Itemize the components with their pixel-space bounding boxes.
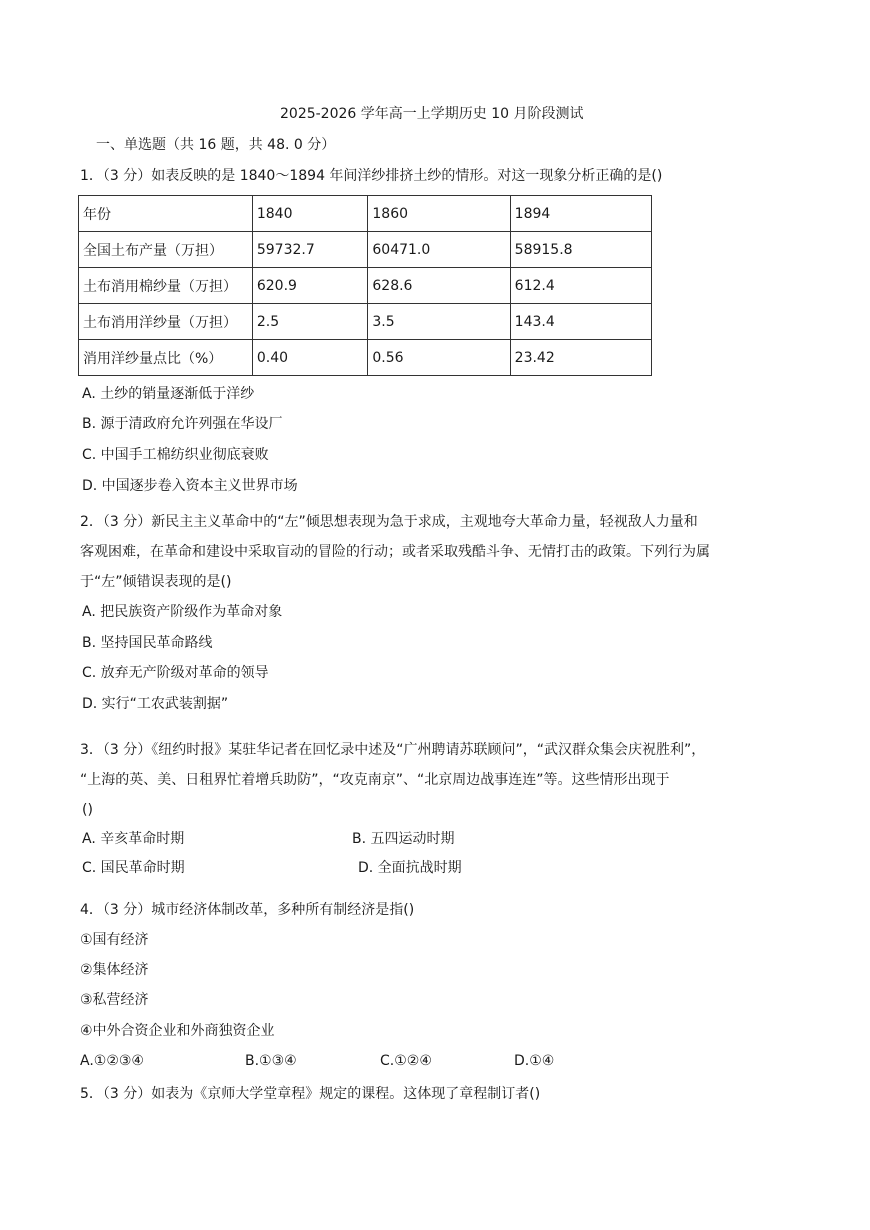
question-5-stem: 5．（3 分）如表为《京师大学堂章程》规定的课程。这体现了章程制订者() xyxy=(80,1086,541,1102)
question-4-item: ①国有经济 xyxy=(80,932,149,948)
table-cell: 消用洋纱量点比（%） xyxy=(79,340,253,376)
question-2-option-d: D. 实行“工农武装割据” xyxy=(82,696,229,712)
question-4-option-b: B.①③④ xyxy=(245,1053,297,1069)
question-3-line: 3．（3 分）《纽约时报》某驻华记者在回忆录中述及“广州聘请苏联顾问”，“武汉群众集会庆祝胜利”， xyxy=(80,742,706,758)
table-cell: 1860 xyxy=(368,196,510,232)
question-1-option-a: A. 土纱的销量逐渐低于洋纱 xyxy=(82,386,255,402)
question-3-line: “上海的英、美、日租界忙着增兵助防”，“攻克南京”、“北京周边战事连连”等。这些情形出现于 xyxy=(80,772,670,788)
table-cell: 全国土布产量（万担） xyxy=(79,232,253,268)
question-1-stem: 1．（3 分）如表反映的是 1840～1894 年间洋纱排挤土纱的情形。对这一现象分析正确的是() xyxy=(80,168,663,184)
question-4-option-d: D.①④ xyxy=(514,1053,555,1069)
question-2-line: 于“左”倾错误表现的是() xyxy=(80,574,232,590)
question-4-option-a: A.①②③④ xyxy=(80,1053,144,1069)
question-1-option-c: C. 中国手工棉纺织业彻底衰败 xyxy=(82,447,269,463)
table-cell: 628.6 xyxy=(368,268,510,304)
table-row xyxy=(79,196,652,232)
table-row xyxy=(79,232,652,268)
question-2-option-c: C. 放弃无产阶级对革命的领导 xyxy=(82,665,269,681)
question-3-option-a: A. 辛亥革命时期 xyxy=(82,831,185,847)
table-cell: 23.42 xyxy=(510,340,651,376)
table-cell: 0.40 xyxy=(252,340,368,376)
table-cell: 612.4 xyxy=(510,268,651,304)
table-cell: 143.4 xyxy=(510,304,651,340)
page-title: 2025-2026 学年高一上学期历史 10 月阶段测试 xyxy=(280,106,584,122)
table-cell: 620.9 xyxy=(252,268,368,304)
table-row xyxy=(79,268,652,304)
table-cell: 土布消用洋纱量（万担） xyxy=(79,304,253,340)
table-cell: 0.56 xyxy=(368,340,510,376)
question-1-option-b: B. 源于清政府允许列强在华设厂 xyxy=(82,416,283,432)
question-4-item: ②集体经济 xyxy=(80,962,149,978)
section-heading: 一、单选题（共 16 题，共 48. 0 分） xyxy=(96,137,336,153)
question-2-line: 2．（3 分）新民主主义革命中的“左”倾思想表现为急于求成，主观地夸大革命力量，轻视敌人力量和 xyxy=(80,514,698,530)
table-cell: 1840 xyxy=(252,196,368,232)
table-cell: 土布消用棉纱量（万担） xyxy=(79,268,253,304)
question-4-stem: 4．（3 分）城市经济体制改革，多种所有制经济是指() xyxy=(80,902,415,918)
question-4-item: ④中外合资企业和外商独资企业 xyxy=(80,1023,275,1039)
table-cell: 2.5 xyxy=(252,304,368,340)
table-cell: 年份 xyxy=(79,196,253,232)
question-3-option-c: C. 国民革命时期 xyxy=(82,860,185,876)
question-1-table xyxy=(78,195,652,376)
question-1-option-d: D. 中国逐步卷入资本主义世界市场 xyxy=(82,478,298,494)
question-3-line: () xyxy=(82,802,93,818)
table-cell: 60471.0 xyxy=(368,232,510,268)
question-2-line: 客观困难，在革命和建设中采取盲动的冒险的行动；或者采取残酷斗争、无情打击的政策。下列行为属 xyxy=(80,544,710,560)
question-2-option-a: A. 把民族资产阶级作为革命对象 xyxy=(82,604,283,620)
question-3-option-d: D. 全面抗战时期 xyxy=(358,860,462,876)
question-4-item: ③私营经济 xyxy=(80,992,149,1008)
question-2-option-b: B. 坚持国民革命路线 xyxy=(82,635,213,651)
table-cell: 3.5 xyxy=(368,304,510,340)
table-row xyxy=(79,340,652,376)
question-4-option-c: C.①②④ xyxy=(380,1053,432,1069)
table-cell: 59732.7 xyxy=(252,232,368,268)
table-row xyxy=(79,304,652,340)
table-cell: 1894 xyxy=(510,196,651,232)
question-3-option-b: B. 五四运动时期 xyxy=(352,831,455,847)
table-cell: 58915.8 xyxy=(510,232,651,268)
